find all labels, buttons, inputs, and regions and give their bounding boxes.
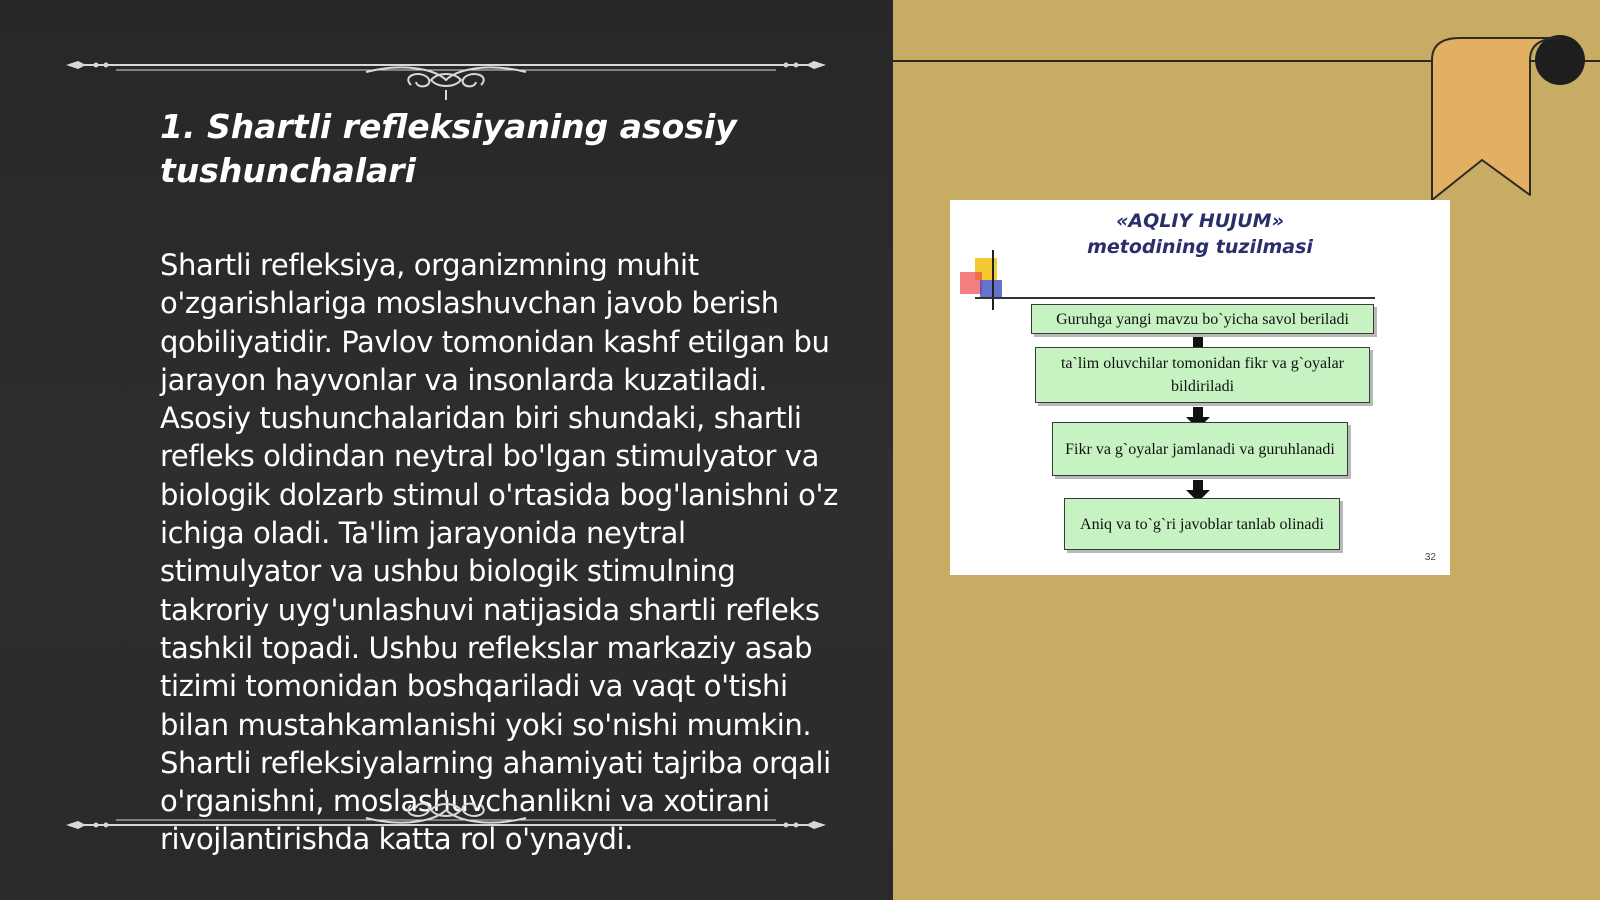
- flow-step-2: ta`lim oluvchilar tomonidan fikr va g`oyalar bildiriladi: [1035, 347, 1370, 403]
- ornamental-divider-top: [66, 40, 826, 100]
- bookmark-ribbon-icon: [1430, 30, 1600, 200]
- diagram-title-line1: «AQLIY HUJUM»: [1116, 210, 1284, 232]
- slide-title: 1. Shartli refleksiyaning asosiy tushunchalari: [160, 107, 737, 190]
- flow-step-4: Aniq va to`g`ri javoblar tanlab olinadi: [1064, 498, 1340, 550]
- flow-step-1: Guruhga yangi mavzu bo`yicha savol beriladi: [1031, 304, 1374, 334]
- diagram-image: [950, 200, 1450, 575]
- diagram-title: [950, 208, 1450, 260]
- ornamental-divider-bottom: [66, 790, 826, 850]
- diagram-rule: [975, 297, 1375, 299]
- slide-body-text: Shartli refleksiya, organizmning muhit o'zgarishlariga moslashuvchan javob berish qobiliyatidir. Pavlov tomonidan kashf etilgan bu jarayon hayvonlar va insonlarda kuzatiladi. Asosiy tushunchalaridan biri shundaki, shartli refleks oldindan neytral bo'lgan stimulyator va biologik dolzarb stimul o'rtasida bog'lanishni o'z ichiga oladi. Ta'lim jarayonida neytral stimulyator va ushbu biologik stimulning takroriy uyg'unlashuvi natijasida shartli refleks tashkil topadi. Ushbu reflekslar markaziy asab tizimi tomonidan boshqariladi va vaqt o'tishi bilan mustahkamlanishi yoki so'nishi mumkin. Shartli refleksiyalarning ahamiyati tajriba orqali o'rganishni, moslashuvchanlikni va xotirani rivojlantirishda katta rol o'ynaydi.: [160, 248, 838, 857]
- corner-squares-decoration: [955, 250, 1015, 320]
- flow-step-3: Fikr va g`oyalar jamlanadi va guruhlanadi: [1052, 422, 1348, 476]
- page-number: 32: [1424, 552, 1436, 563]
- diagram-title-line2: metodining tuzilmasi: [1087, 236, 1313, 258]
